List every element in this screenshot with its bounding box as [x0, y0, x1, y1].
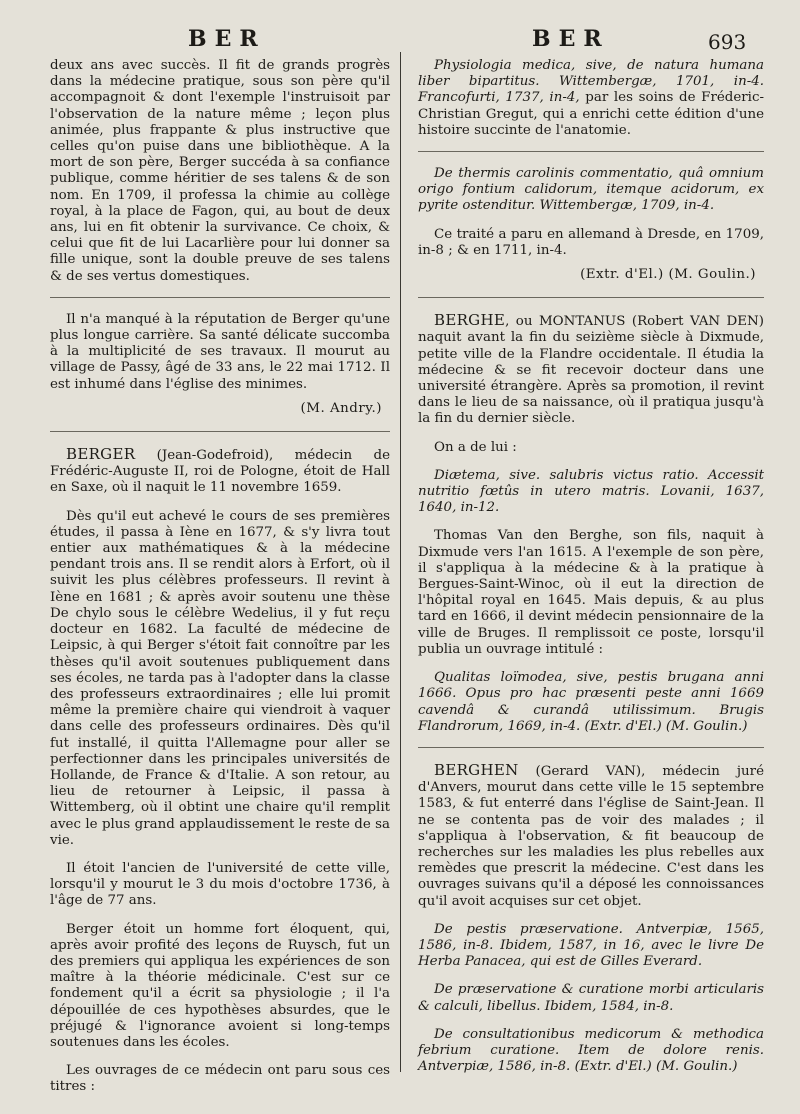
divider — [418, 151, 764, 152]
divider — [50, 431, 390, 432]
paragraph: deux ans avec succès. Il fit de grands progrès dans la médecine pratique, sous son père qu'il accompagnoit & dont l'exemple l'instruisoit par l'observation de la nature même ; leçon plus animée, plus frappante & plus instructive que celles qu'on puise dans une bibliothèque. A la mort de son père, Berger succéda à sa confiance publique, comme héritier de ses talens & de son nom. En 1709, il professa la chimie au collège royal, à la place de Fagon, qui, au bout de deux ans, lui en fit obtenir la survivance. Ce choix, & celui que fit de lui Lacarlière pour lui donner sa fille unique, sont la double preuve de ses talens & de ses vertus domestiques. — [50, 58, 390, 284]
paragraph: Dès qu'il eut achevé le cours de ses premières études, il passa à Iène en 1677, & s'y livra tout entier aux mathématiques & à la médecine pendant trois ans. Il se rendit alors à Erfort, où il suivit les plus célèbres professeurs. Il revint à Iène en 1681 ; & après avoir soutenu une thèse De chylo sous le célèbre Wedelius, il y fut reçu docteur en 1682. La faculté de médecine de Leipsic, à qui Berger s'étoit fait connoître par les thèses qu'il avoit soutenues publiquement dans ses écoles, ne tarda pas à l'adopter dans la classe des professeurs extraordinaires ; elle lui promit même la première chaire qui viendroit à vaquer dans celle des professeurs ordinaires. Dès qu'il fut installé, il quitta l'Allemagne pour aller se perfectionner dans les principales universités de Hollande, de France & d'Italie. A son retour, au lieu de retourner à Leipsic, il passa à Wittemberg, où il obtint une chaire qu'il remplit avec le plus grand applaudissement le reste de sa vie. — [50, 508, 390, 848]
column-rule — [400, 52, 401, 1072]
paragraph: Il n'a manqué à la réputation de Berger qu'une plus longue carrière. Sa santé délicate succomba à la multiplicité de ses travaux. Il mourut au village de Passy, âgé de 33 ans, le 22 mai 1712. Il est inhumé dans l'église des minimes. — [50, 311, 390, 392]
right-column — [418, 58, 764, 1087]
entry-name: BERGER — [66, 445, 136, 464]
header-left: BER — [188, 26, 266, 52]
work-title: De thermis carolinis commentatio, quâ omnium origo fontium calidorum, itemque acidorum, ex pyrite ostenditur. Wittembergæ, 1709, in-4. — [418, 166, 764, 214]
page-number: 693 — [708, 30, 747, 54]
entry-berghen — [418, 762, 764, 910]
entry-berghe — [418, 312, 764, 427]
divider — [50, 297, 390, 298]
paragraph: Thomas Van den Berghe, son fils, naquit à Dixmude vers l'an 1615. A l'exemple de son père, il s'appliqua à la médecine & à la pratique à Bergues-Saint-Winoc, où il eut la direction de l'hôpital royal en 1645. Mais depuis, & au plus tard en 1666, il devint médecin pensionnaire de la ville de Bruges. Il remplissoit ce poste, lorsqu'il publia un ouvrage intitulé : — [418, 528, 764, 657]
work-title: De pestis præservatione. Antverpiæ, 1565, 1586, in-8. Ibidem, 1587, in 16, avec le livre De Herba Panacea, qui est de Gilles Everard. — [418, 921, 764, 970]
entry-text: (Gerard VAN), médecin juré d'Anvers, mourut dans cette ville le 15 septembre 1583, & fut enterré dans l'église de Saint-Jean. Il ne se contenta pas de voir des malades ; il s'appliqua à l'observation, & fit beaucoup de recherches sur les maladies les plus rebelles aux remèdes que prescrit la médecine. C'est dans les ouvrages suivans qu'il a déposé les connoissances qu'il avoit acquises sur cet objet. — [418, 763, 764, 909]
entry-name: BERGHE — [434, 311, 506, 330]
entry-name: BERGHEN — [434, 760, 519, 779]
citation: (M. Andry.) — [300, 400, 382, 416]
paragraph: On a de lui : — [434, 439, 517, 455]
citation: (Extr. d'El.) (M. Goulin.) — [580, 267, 756, 283]
divider — [418, 747, 764, 748]
work-title: De præservatione & curatione morbi articularis & calculi, libellus. Ibidem, 1584, in-8. — [418, 982, 764, 1014]
paragraph: Il étoit l'ancien de l'université de cette ville, lorsqu'il y mourut le 3 du mois d'octobre 1736, à l'âge de 77 ans. — [50, 860, 390, 909]
paragraph: Ce traité a paru en allemand à Dresde, en 1709, in-8 ; & en 1711, in-4. — [418, 226, 764, 258]
work-title: Diætema, sive. salubris victus ratio. Accessit nutritio fœtûs in utero matris. Lovanii, 1637, 1640, in-12. — [418, 467, 764, 516]
entry-berger — [50, 446, 390, 497]
work-title-italic: Physiologia medica, sive, de natura humana liber bipartitus. Wittembergæ, 1701, in-4. Francofurti, 1737, in-4, — [418, 58, 764, 106]
work-title: De consultationibus medicorum & methodica febrium curatione. Item de dolore renis. Antverpiæ, 1586, in-8. (Extr. d'El.) (M. Goulin.) — [418, 1026, 764, 1075]
left-column — [50, 58, 390, 1108]
entry-text: (Jean-Godefroid), médecin de Frédéric-Auguste II, roi de Pologne, étoit de Hall en Saxe, où il naquit le 11 novembre 1659. — [50, 448, 390, 496]
work-note: par les soins de Fréderic-Christian Gregut, qui a enrichi cette édition d'une histoire succinte de l'anatomie. — [418, 90, 764, 138]
divider — [418, 297, 764, 298]
paragraph: Les ouvrages de ce médecin ont paru sous ces titres : — [50, 1063, 390, 1095]
paragraph: Berger étoit un homme fort éloquent, qui, après avoir profité des leçons de Ruysch, fut un des premiers qui appliqua les expériences de son maître à la théorie médicinale. C'est sur ce fondement qu'il a écrit sa physiologie ; il l'a dépouillée de ces hypothèses absurdes, que le préjugé & l'ignorance avoient si long-temps soutenues dans les écoles. — [50, 921, 390, 1050]
header-right: BER — [532, 26, 610, 52]
entry-text: , ou MONTANUS (Robert VAN DEN) naquit avant la fin du seizième siècle à Dixmude, petite ville de la Flandre occidentale. Il étudia la médecine & se fit recevoir docteur dans une université étrangère. Après sa promotion, il revint dans le lieu de sa naissance, où il pratiqua jusqu'à la fin du dernier siècle. — [418, 314, 764, 427]
work-title — [418, 58, 764, 139]
work-title: Qualitas loïmodea, sive, pestis brugana anni 1666. Opus pro hac præsenti peste anni 1669 cavendâ & curandâ utilissimum. Brugis Flandrorum, 1669, in-4. (Extr. d'El.) (M. Goulin.) — [418, 670, 764, 734]
